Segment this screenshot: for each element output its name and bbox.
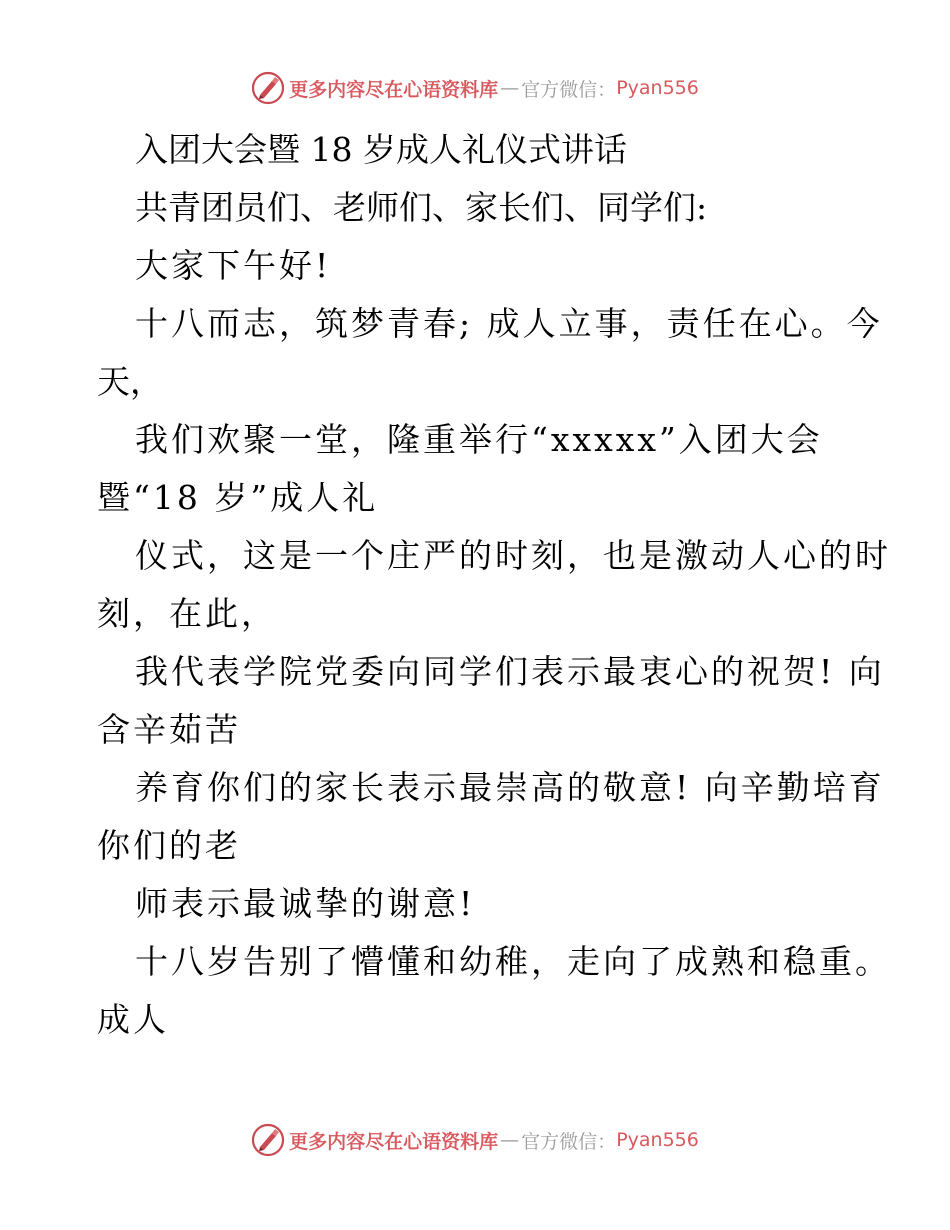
pen-logo-icon: [251, 71, 285, 105]
paragraph-line: 养育你们的家长表示最崇高的敬意! 向辛勤培育: [135, 768, 885, 807]
paragraph-line: 暨“18 岁”成人礼: [97, 478, 379, 517]
pen-logo-icon: [251, 1123, 285, 1157]
paragraph-line: 十八岁告别了懵懂和幼稚，走向了成熟和稳重。: [135, 942, 891, 981]
wechat-id: Pyan556: [616, 77, 699, 99]
greeting-line: 大家下午好!: [135, 246, 332, 285]
header-banner: [0, 68, 950, 108]
paragraph-line: 我代表学院党委向同学们表示最衷心的祝贺! 向: [135, 652, 885, 691]
brand-name: 更多内容尽在心语资料库: [289, 1130, 499, 1153]
paragraph-line: 成人: [97, 1000, 169, 1039]
banner-separator: —: [500, 77, 520, 99]
salutation-line: 共青团员们、老师们、家长们、同学们:: [135, 188, 708, 227]
wechat-id: Pyan556: [616, 1129, 699, 1151]
paragraph-line: 师表示最诚挚的谢意!: [135, 884, 476, 923]
paragraph-line: 仪式，这是一个庄严的时刻，也是激动人心的时: [135, 536, 891, 575]
document-body: [97, 121, 891, 1049]
document-title: 入团大会暨 18 岁成人礼仪式讲话: [135, 130, 627, 169]
wechat-label: 官方微信：: [521, 1130, 617, 1153]
paragraph-line: 十八而志，筑梦青春; 成人立事，责任在心。今: [135, 304, 883, 343]
paragraph-line: 含辛茹苦: [97, 710, 241, 749]
brand-name: 更多内容尽在心语资料库: [289, 78, 499, 101]
paragraph-line: 刻，在此，: [97, 594, 277, 633]
paragraph-line: 你们的老: [97, 826, 241, 865]
paragraph-line: 我们欢聚一堂，隆重举行“xxxxx”入团大会: [135, 420, 823, 459]
paragraph-line: 天，: [97, 362, 163, 401]
wechat-label: 官方微信：: [521, 78, 617, 101]
banner-separator: —: [500, 1129, 520, 1151]
footer-banner: [0, 1120, 950, 1160]
